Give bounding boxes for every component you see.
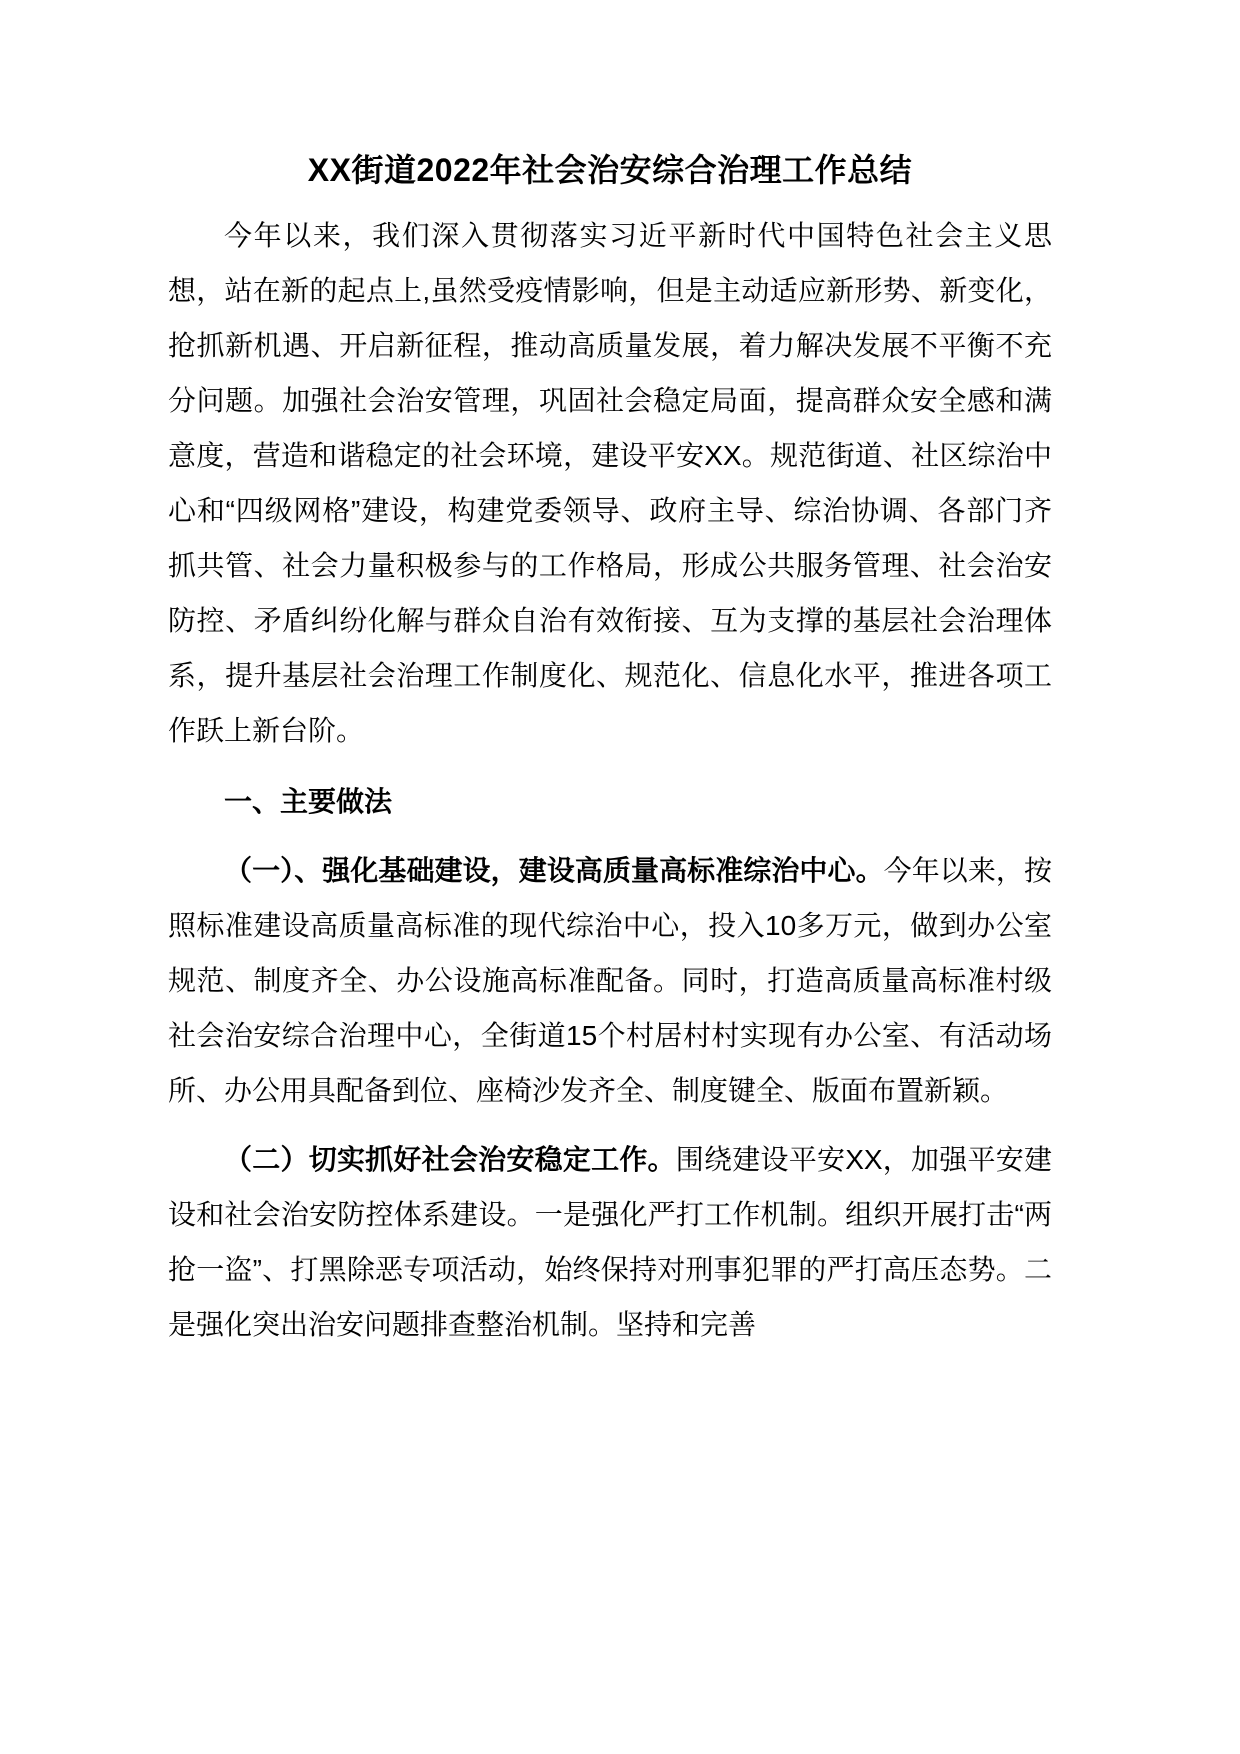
subsection-one-body: 今年以来，按照标准建设高质量高标准的现代综治中心，投入10多万元，做到办公室规范、制度齐全、办公设施高标准配备。同时，打造高质量高标准村级社会治安综合治理中心，全街道15个村居村村实现有办公室、有活动场所、办公用具配备到位、座椅沙发齐全、制度键全、版面布置新颖。 (168, 855, 1052, 1106)
subsection-two-paragraph (168, 1118, 1052, 1352)
subsection-one-paragraph (168, 829, 1052, 1118)
intro-paragraph: 今年以来，我们深入贯彻落实习近平新时代中国特色社会主义思想，站在新的起点上,虽然受疫情影响，但是主动适应新形势、新变化，抢抓新机遇、开启新征程，推动高质量发展，着力解决发展不平衡不充分问题。加强社会治安管理，巩固社会稳定局面，提高群众安全感和满意度，营造和谐稳定的社会环境，建设平安XX。规范街道、社区综治中心和“四级网格”建设，构建党委领导、政府主导、综治协调、各部门齐抓共管、社会力量积极参与的工作格局，形成公共服务管理、社会治安防控、矛盾纠纷化解与群众自治有效衔接、互为支撑的基层社会治理体系，提升基层社会治理工作制度化、规范化、信息化水平，推进各项工作跃上新台阶。 (168, 220, 1052, 746)
subsection-one-lead: （一）、强化基础建设，建设高质量高标准综治中心。 (224, 855, 884, 886)
document-body (168, 0, 1052, 1352)
subsection-two-body: 围绕建设平安XX，加强平安建设和社会治安防控体系建设。一是强化严打工作机制。组织开展打击“两抢一盗”、打黑除恶专项活动，始终保持对刑事犯罪的严打高压态势。二是强化突出治安问题排查整治机制。坚持和完善 (168, 1144, 1052, 1340)
subsection-two-lead: （二）切实抓好社会治安稳定工作。 (224, 1144, 676, 1175)
section-heading-one: 一、主要做法 (224, 786, 393, 817)
page-title: XX街道2022年社会治安综合治理工作总结 (307, 152, 913, 188)
